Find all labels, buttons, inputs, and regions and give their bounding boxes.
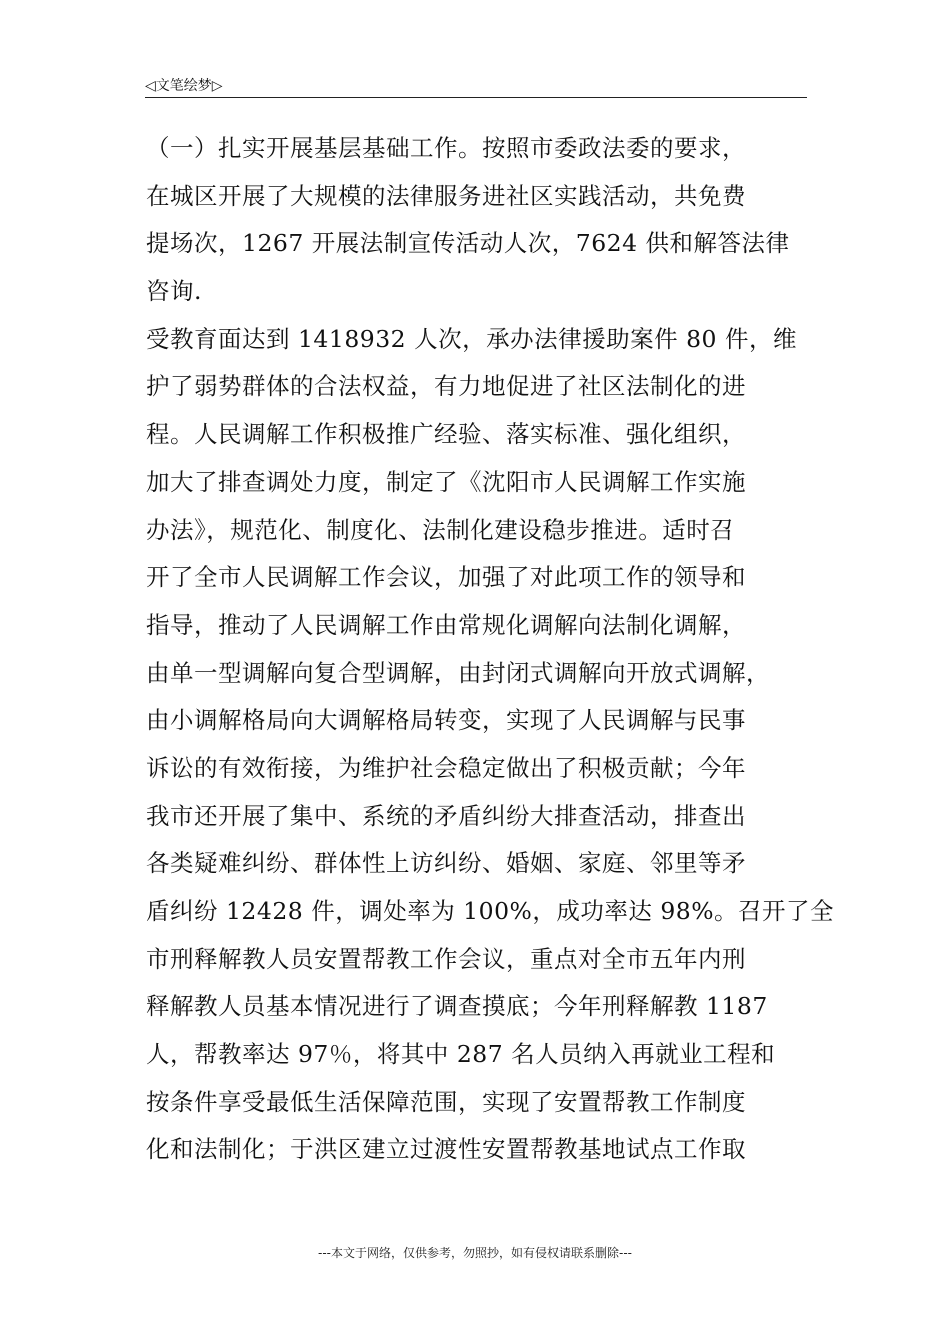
text-line: 各类疑难纠纷、群体性上访纠纷、婚姻、家庭、邻里等矛: [146, 849, 746, 878]
text-line: 开了全市人民调解工作会议，加强了对此项工作的领导和: [146, 563, 746, 592]
text-line: 释解教人员基本情况进行了调查摸底；今年刑释解教 1187: [146, 992, 768, 1021]
text-line: 加大了排查调处力度，制定了《沈阳市人民调解工作实施: [146, 467, 746, 496]
header-label: ◁文笔绘梦▷: [145, 78, 223, 94]
page-footer: ---本文于网络，仅供参考，勿照抄，如有侵权请联系删除---: [318, 1246, 632, 1260]
text-line: 受教育面达到 1418932 人次，承办法律援助案件 80 件，维: [146, 324, 797, 353]
text-line: 护了弱势群体的合法权益，有力地促进了社区法制化的进: [146, 372, 746, 401]
text-line: 市刑释解教人员安置帮教工作会议，重点对全市五年内刑: [146, 944, 746, 973]
text-line: 咨询.: [146, 277, 202, 306]
text-line: 盾纠纷 12428 件，调处率为 100%，成功率达 98%。召开了全: [146, 897, 835, 925]
body-text: [146, 125, 835, 1174]
text-line: 诉讼的有效衔接，为维护社会稳定做出了积极贡献；今年: [146, 753, 746, 782]
text-line: 由单一型调解向复合型调解，由封闭式调解向开放式调解，: [146, 658, 770, 687]
text-line: 提场次，1267 开展法制宣传活动人次，7624 供和解答法律: [146, 229, 790, 258]
text-line: 在城区开展了大规模的法律服务进社区实践活动，共免费: [146, 181, 746, 210]
text-line: 由小调解格局向大调解格局转变，实现了人民调解与民事: [146, 706, 746, 735]
text-line: 程。人民调解工作积极推广经验、落实标准、强化组织，: [146, 420, 746, 449]
text-line: 按条件享受最低生活保障范围，实现了安置帮教工作制度: [146, 1087, 746, 1116]
text-line: 化和法制化；于洪区建立过渡性安置帮教基地试点工作取: [146, 1135, 746, 1164]
text-line: 指导，推动了人民调解工作由常规化调解向法制化调解，: [146, 610, 746, 639]
text-line: 我市还开展了集中、系统的矛盾纠纷大排查活动，排查出: [146, 801, 746, 830]
page-header: [145, 73, 807, 98]
text-line: 办法》，规范化、制度化、法制化建设稳步推进。适时召: [146, 515, 735, 544]
text-line: 人，帮教率达 97％，将其中 287 名人员纳入再就业工程和: [146, 1040, 776, 1069]
text-line: （一）扎实开展基层基础工作。按照市委政法委的要求，: [146, 134, 746, 162]
